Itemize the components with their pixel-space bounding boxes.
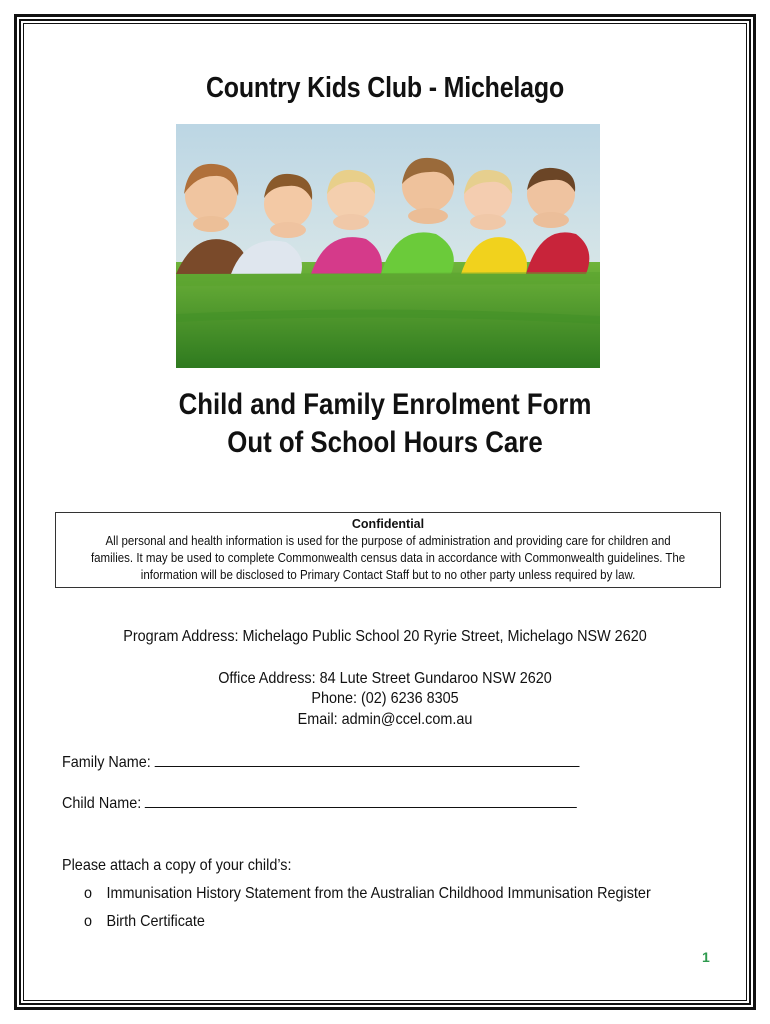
attachments-intro: Please attach a copy of your child’s: xyxy=(62,857,292,874)
bullet-circle-icon: o xyxy=(84,913,93,930)
confidential-notice xyxy=(55,512,721,588)
bullet-circle-icon: o xyxy=(84,885,93,902)
attachment-item-label: Immunisation History Statement from the Australian Childhood Immunisation Register xyxy=(106,885,651,902)
confidential-heading: Confidential xyxy=(351,517,425,531)
form-title-line2: Out of School Hours Care xyxy=(227,426,543,459)
office-phone: Phone: (02) 6236 8305 xyxy=(311,690,459,707)
confidential-line-3: information will be disclosed to Primary Contact Staff but to no other party unless required by law. xyxy=(140,568,636,582)
child-name-line[interactable] xyxy=(145,794,577,808)
program-address: Program Address: Michelago Public School 20 Ryrie Street, Michelago NSW 2620 xyxy=(123,628,647,645)
attachment-item xyxy=(84,913,205,931)
attachment-item-label: Birth Certificate xyxy=(106,913,205,930)
attachment-item xyxy=(84,885,651,903)
family-name-label: Family Name: xyxy=(62,754,151,771)
family-name-field[interactable] xyxy=(62,753,580,772)
child-name-field[interactable] xyxy=(62,794,577,813)
office-email: Email: admin@ccel.com.au xyxy=(297,711,473,728)
page-number: 1 xyxy=(702,949,710,965)
form-title-line1: Child and Family Enrolment Form xyxy=(178,388,592,421)
family-name-line[interactable] xyxy=(155,753,580,767)
confidential-line-2: families. It may be used to complete Commonwealth census data in accordance with Commonwealth guidelines. The xyxy=(90,551,686,565)
child-name-label: Child Name: xyxy=(62,795,142,812)
club-title: Country Kids Club - Michelago xyxy=(205,72,565,104)
children-photo xyxy=(176,124,600,368)
confidential-line-1: All personal and health information is used for the purpose of administration and providing care for children and xyxy=(105,534,671,548)
office-address: Office Address: 84 Lute Street Gundaroo NSW 2620 xyxy=(218,670,552,687)
